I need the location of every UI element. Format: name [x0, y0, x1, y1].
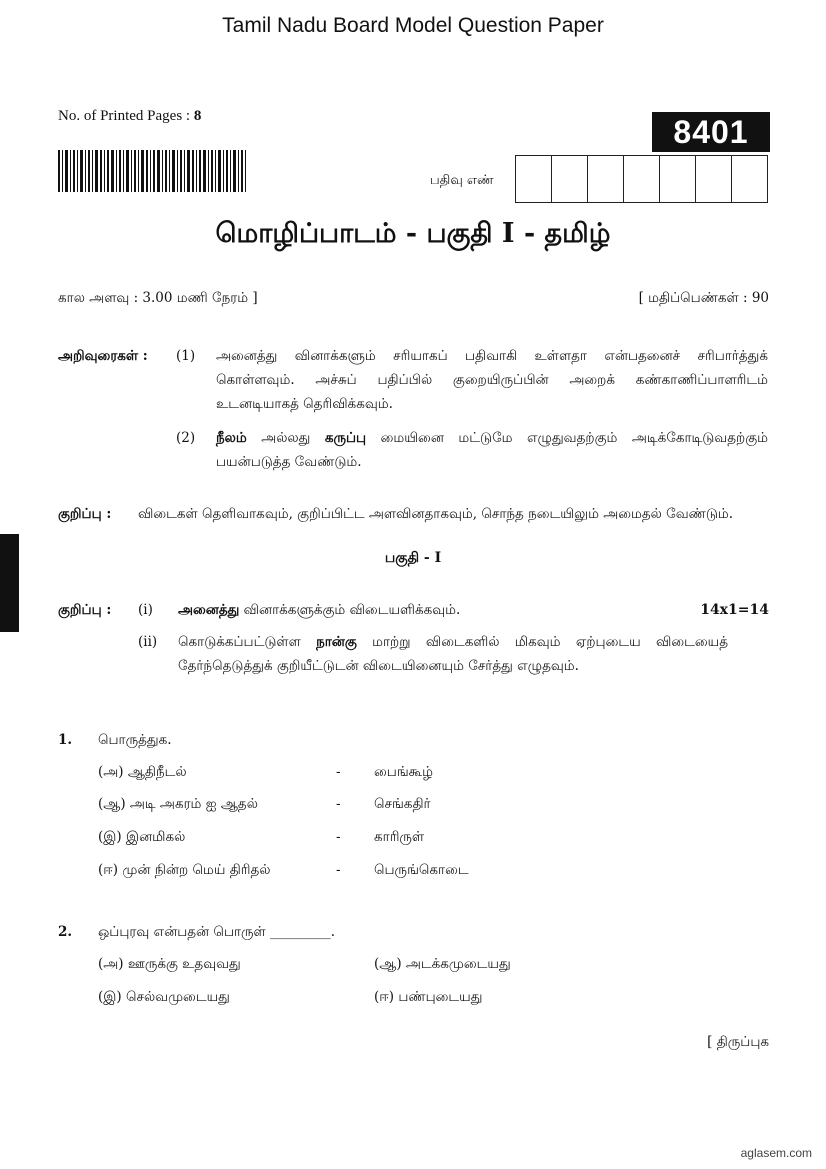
- paper-code: 8401: [652, 112, 770, 152]
- match-row: [98, 825, 574, 849]
- part-heading: பகுதி - I: [384, 550, 442, 566]
- note-text: [178, 630, 728, 678]
- note-number: (ii): [138, 634, 158, 650]
- register-digit-box[interactable]: [695, 155, 732, 203]
- printed-pages: [58, 108, 201, 125]
- match-row: [98, 792, 574, 816]
- note-text: விடைகள் தெளிவாகவும், குறிப்பிட்ட அளவினதாகவும், சொந்த நடையிலும் அமைதல் வேண்டும்.: [138, 506, 734, 522]
- match-right: பெருங்கொடை: [374, 862, 469, 878]
- note-label: குறிப்பு :: [58, 506, 112, 522]
- note-fragment: மாற்று விடைகளில் மிகவும் ஏற்புடைய விடையைத் தேர்ந்தெடுத்துக் குறியீட்டுடன் விடையினையும் சேர்த்து எழுதவும்.: [178, 634, 729, 674]
- emphasis: நான்கு: [316, 634, 357, 650]
- note-fragment: கொடுக்கப்பட்டுள்ள: [178, 634, 317, 650]
- total-marks: [ மதிப்பெண்கள் : 90: [638, 290, 769, 306]
- match-row: [98, 858, 574, 882]
- emphasis: கருப்பு: [324, 430, 367, 446]
- match-right: காரிருள்: [374, 829, 425, 845]
- instruction-text: அனைத்து வினாக்களும் சரியாகப் பதிவாகி உள்ளதா என்பதனைச் சரிபார்த்துக் கொள்ளவும். அச்சுப் பதிப்பில் குறையிருப்பின் அறைக் கண்காணிப்பாளரிடம் உடனடியாகத் தெரிவிக்கவும்.: [216, 348, 768, 412]
- match-left: (அ) ஆதிநீடல்: [98, 764, 187, 780]
- register-digit-box[interactable]: [551, 155, 588, 203]
- register-digit-box[interactable]: [659, 155, 696, 203]
- question-text: பொருத்துக.: [98, 732, 172, 748]
- match-left: (ஈ) முன் நின்ற மெய் திரிதல்: [98, 862, 271, 878]
- register-number-boxes[interactable]: [516, 155, 768, 203]
- match-row: [98, 760, 574, 784]
- margin-marker: [0, 534, 19, 632]
- match-dash: -: [336, 796, 341, 812]
- register-number-label: பதிவு எண்: [430, 173, 494, 188]
- register-digit-box[interactable]: [515, 155, 552, 203]
- match-dash: -: [336, 862, 341, 878]
- register-digit-box[interactable]: [731, 155, 768, 203]
- instruction-number: (1): [176, 348, 196, 364]
- answer-option: (ஈ) பண்புடையது: [374, 989, 483, 1005]
- match-right: பைங்கூழ்: [374, 764, 434, 780]
- printed-pages-value: 8: [193, 108, 202, 124]
- please-turn-over: [ திருப்புக: [707, 1034, 769, 1050]
- match-dash: -: [336, 764, 341, 780]
- emphasis: நீலம்: [216, 430, 247, 446]
- register-digit-box[interactable]: [623, 155, 660, 203]
- instruction-fragment: மையினை மட்டுமே எழுதுவதற்கும் அடிக்கோடிடுவதற்கும் பயன்படுத்த வேண்டும்.: [216, 430, 768, 470]
- barcode-icon: [58, 150, 246, 192]
- instruction-text: [216, 426, 768, 474]
- source-watermark: aglasem.com: [740, 1146, 812, 1160]
- answer-option: (ஆ) அடக்கமுடையது: [374, 956, 511, 972]
- note-text: [178, 598, 618, 622]
- answer-option: (அ) ஊருக்கு உதவுவது: [98, 956, 241, 972]
- match-left: (ஆ) அடி அகரம் ஐ ஆதல்: [98, 796, 258, 812]
- question-number: 2.: [58, 924, 73, 940]
- subject-title: மொழிப்பாடம் - பகுதி I - தமிழ்: [215, 218, 611, 249]
- question-number: 1.: [58, 732, 73, 748]
- match-dash: -: [336, 829, 341, 845]
- marks-allocation: 14x1=14: [700, 602, 769, 618]
- instruction-fragment: அல்லது: [246, 430, 325, 446]
- note-fragment: வினாக்களுக்கும் விடையளிக்கவும்.: [239, 602, 461, 618]
- note-number: (i): [138, 602, 153, 618]
- match-right: செங்கதிர்: [374, 796, 431, 812]
- match-left: (இ) இனமிகல்: [98, 829, 186, 845]
- instructions-label: அறிவுரைகள் :: [58, 348, 148, 364]
- question-text: ஒப்புரவு என்பதன் பொருள் _________.: [98, 924, 336, 940]
- instruction-number: (2): [176, 430, 196, 446]
- register-digit-box[interactable]: [587, 155, 624, 203]
- page-header-title: Tamil Nadu Board Model Question Paper: [222, 14, 604, 37]
- time-duration: கால அளவு : 3.00 மணி நேரம் ]: [58, 290, 258, 306]
- printed-pages-label: No. of Printed Pages :: [58, 108, 191, 124]
- note-label: குறிப்பு :: [58, 602, 112, 618]
- emphasis: அனைத்து: [178, 602, 240, 618]
- answer-option: (இ) செல்வமுடையது: [98, 989, 230, 1005]
